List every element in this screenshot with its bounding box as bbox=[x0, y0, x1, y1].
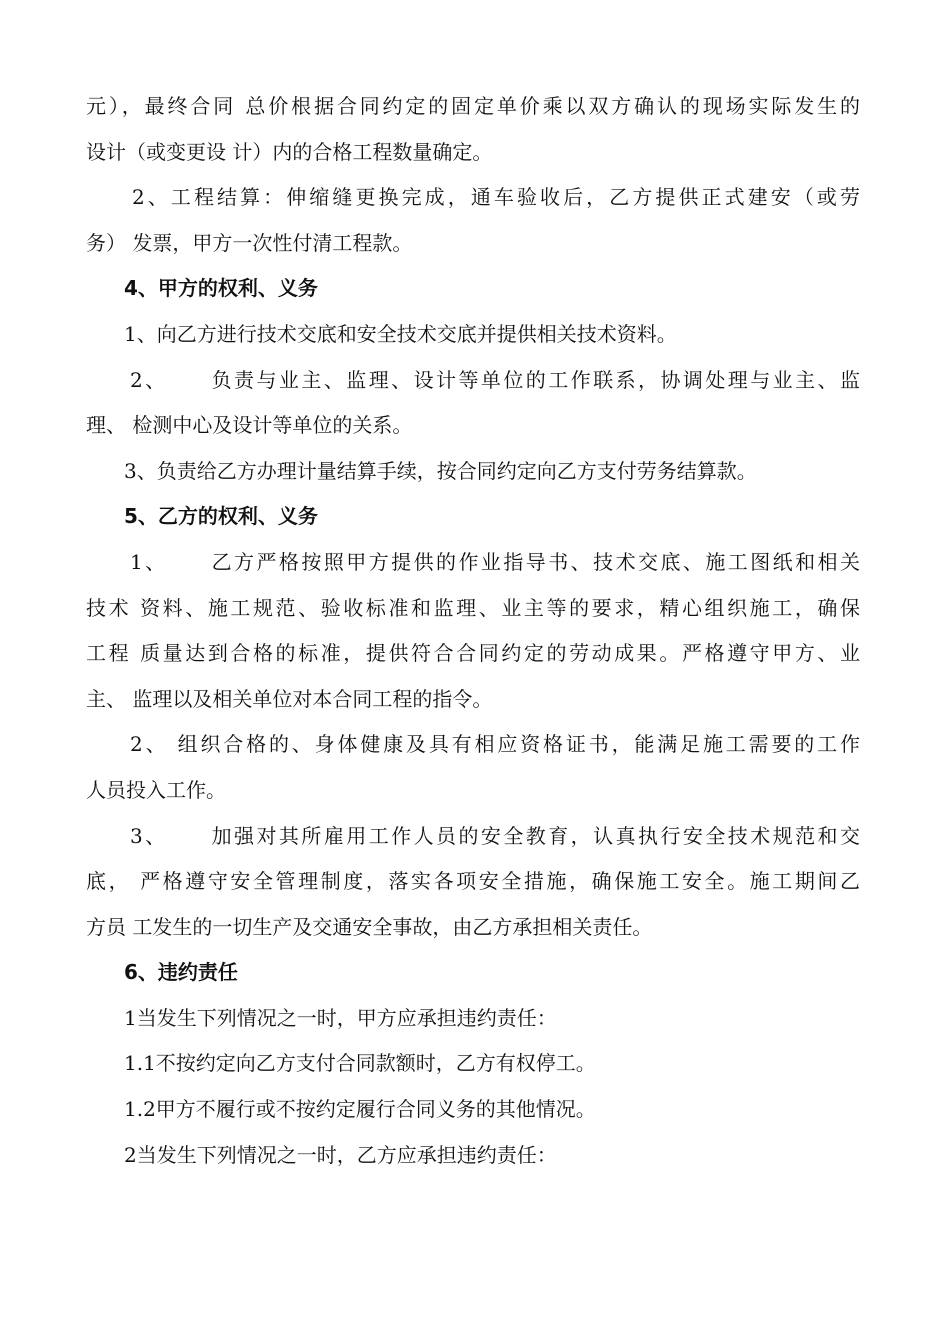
text-line: 1.2甲方不履行或不按约定履行合同义务的其他情况。 bbox=[124, 1097, 596, 1122]
text-line: 底， 严格遵守安全管理制度，落实各项安全措施，确保施工安全。施工期间乙 bbox=[86, 869, 860, 894]
section-heading: 4、甲方的权利、义务 bbox=[124, 276, 318, 301]
text-line: 主、 监理以及相关单位对本合同工程的指令。 bbox=[86, 686, 493, 711]
text-line: 务） 发票，甲方一次性付清工程款。 bbox=[86, 230, 413, 255]
text-line: 2、 负责与业主、监理、设计等单位的工作联系，协调处理与业主、监 bbox=[130, 367, 860, 392]
text-line: 2当发生下列情况之一时，乙方应承担违约责任： bbox=[124, 1142, 557, 1167]
text-line: 3、 加强对其所雇用工作人员的安全教育，认真执行安全技术规范和交 bbox=[130, 823, 860, 848]
text-line: 2、工程结算：伸缩缝更换完成，通车验收后，乙方提供正式建安（或劳 bbox=[132, 185, 860, 210]
text-line: 理、 检测中心及设计等单位的关系。 bbox=[86, 413, 413, 438]
text-line: 方员 工发生的一切生产及交通安全事故，由乙方承担相关责任。 bbox=[86, 914, 653, 939]
text-line: 技术 资料、施工规范、验收标准和监理、业主等的要求，精心组织施工，确保 bbox=[86, 595, 860, 620]
text-line: 工程 质量达到合格的标准，提供符合合同约定的劳动成果。严格遵守甲方、业 bbox=[86, 641, 860, 666]
document-page bbox=[86, 84, 860, 1178]
text-line: 3、负责给乙方办理计量结算手续，按合同约定向乙方支付劳务结算款。 bbox=[124, 458, 757, 483]
text-line: 1、向乙方进行技术交底和安全技术交底并提供相关技术资料。 bbox=[124, 321, 677, 346]
text-line: 元），最终合同 总价根据合同约定的固定单价乘以双方确认的现场实际发生的 bbox=[86, 94, 860, 118]
section-heading: 6、违约责任 bbox=[124, 960, 238, 985]
text-line: 1、 乙方严格按照甲方提供的作业指导书、技术交底、施工图纸和相关 bbox=[130, 549, 860, 574]
text-line: 1当发生下列情况之一时，甲方应承担违约责任： bbox=[124, 1005, 557, 1030]
text-line: 2、 组织合格的、身体健康及具有相应资格证书，能满足施工需要的工作 bbox=[130, 732, 860, 757]
section-heading: 5、乙方的权利、义务 bbox=[124, 504, 318, 529]
text-line: 1.1不按约定向乙方支付合同款额时，乙方有权停工。 bbox=[124, 1051, 596, 1076]
text-line: 人员投入工作。 bbox=[86, 777, 226, 802]
text-line: 设计（或变更设 计）内的合格工程数量确定。 bbox=[86, 139, 493, 164]
